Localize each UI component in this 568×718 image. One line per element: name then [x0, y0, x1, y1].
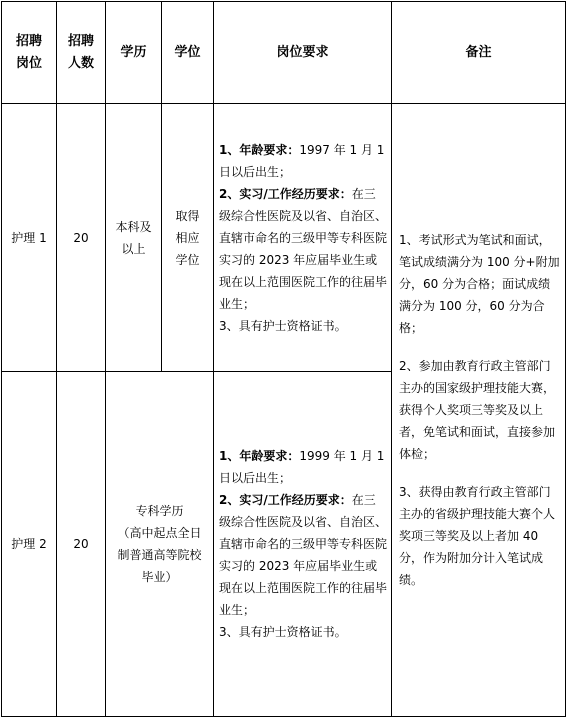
- header-count-line-2: 人数: [67, 55, 94, 71]
- cell-requirements: [214, 104, 392, 372]
- requirement-label: 1、年龄要求：: [219, 449, 300, 463]
- header-degree: 学位: [162, 2, 214, 104]
- recruitment-table: [1, 1, 566, 717]
- cell-count: 20: [57, 104, 106, 372]
- cell-position: 护理 1: [2, 104, 57, 372]
- cell-education: [106, 372, 214, 717]
- header-position-line-1: 招聘: [15, 33, 42, 49]
- requirement-item: [219, 621, 387, 643]
- education-line: （高中起点全日: [117, 526, 202, 540]
- note-item: 2、参加由教育行政主管部门主办的国家级护理技能大赛，获得个人奖项三等奖及以上者，免笔试和面试，直接参加体检；: [399, 359, 556, 461]
- requirement-text: 在三级综合性医院及以省、自治区、直辖市命名的三级甲等专科医院实习的 2023 年应届毕业生或现在以上范围医院工作的往届毕业生；: [219, 493, 388, 617]
- requirement-text: 1999 年 1 月 1 日以后出生；: [219, 449, 385, 485]
- header-requirements: 岗位要求: [214, 2, 392, 104]
- header-position-line-2: 岗位: [15, 55, 42, 71]
- education-line: 毕业）: [141, 570, 178, 584]
- degree-line: 相应: [175, 230, 200, 245]
- cell-notes: [392, 104, 566, 717]
- header-position: [2, 2, 57, 104]
- requirement-text: 在三级综合性医院及以省、自治区、直辖市命名的三级甲等专科医院实习的 2023 年应届毕业生或现在以上范围医院工作的往届毕业生；: [219, 186, 388, 311]
- cell-degree: [162, 104, 214, 372]
- header-count: [57, 2, 106, 104]
- cell-count: 20: [57, 372, 106, 717]
- education-line: 本科及: [115, 219, 152, 234]
- requirement-label: 2、实习/工作经历要求：: [219, 186, 352, 201]
- cell-education: [106, 104, 162, 372]
- requirement-text: 3、具有护士资格证书。: [219, 318, 347, 333]
- header-notes: 备注: [392, 2, 566, 104]
- requirement-text: 1997 年 1 月 1 日以后出生；: [219, 142, 385, 179]
- cell-requirements: [214, 372, 392, 717]
- education-line: 制普通高等院校: [117, 548, 202, 562]
- requirement-item: [219, 489, 387, 621]
- requirement-item: [219, 445, 387, 489]
- note-item: 3、获得由教育行政主管部门主办的省级护理技能大赛个人奖项三等奖及以上者加 40 分，作为附加分计入笔试成绩。: [399, 485, 556, 587]
- requirement-label: 2、实习/工作经历要求：: [219, 493, 352, 507]
- header-row: [2, 2, 566, 104]
- header-count-line-1: 招聘: [67, 33, 94, 49]
- degree-line: 学位: [175, 252, 200, 267]
- requirement-text: 3、具有护士资格证书。: [219, 625, 347, 639]
- note-item: 1、考试形式为笔试和面试，笔试成绩满分为 100 分+附加分，60 分为合格；面试成绩满分为 100 分，60 分为合格；: [399, 233, 560, 335]
- education-line: 以上: [121, 241, 146, 256]
- requirement-item: [219, 315, 387, 337]
- requirement-item: [219, 183, 387, 315]
- requirement-label: 1、年龄要求：: [219, 142, 300, 157]
- cell-position: 护理 2: [2, 372, 57, 717]
- requirement-item: [219, 139, 387, 183]
- degree-line: 取得: [175, 208, 200, 223]
- header-education: 学历: [106, 2, 162, 104]
- table-row: [2, 104, 566, 372]
- education-line: 专科学历: [135, 504, 184, 518]
